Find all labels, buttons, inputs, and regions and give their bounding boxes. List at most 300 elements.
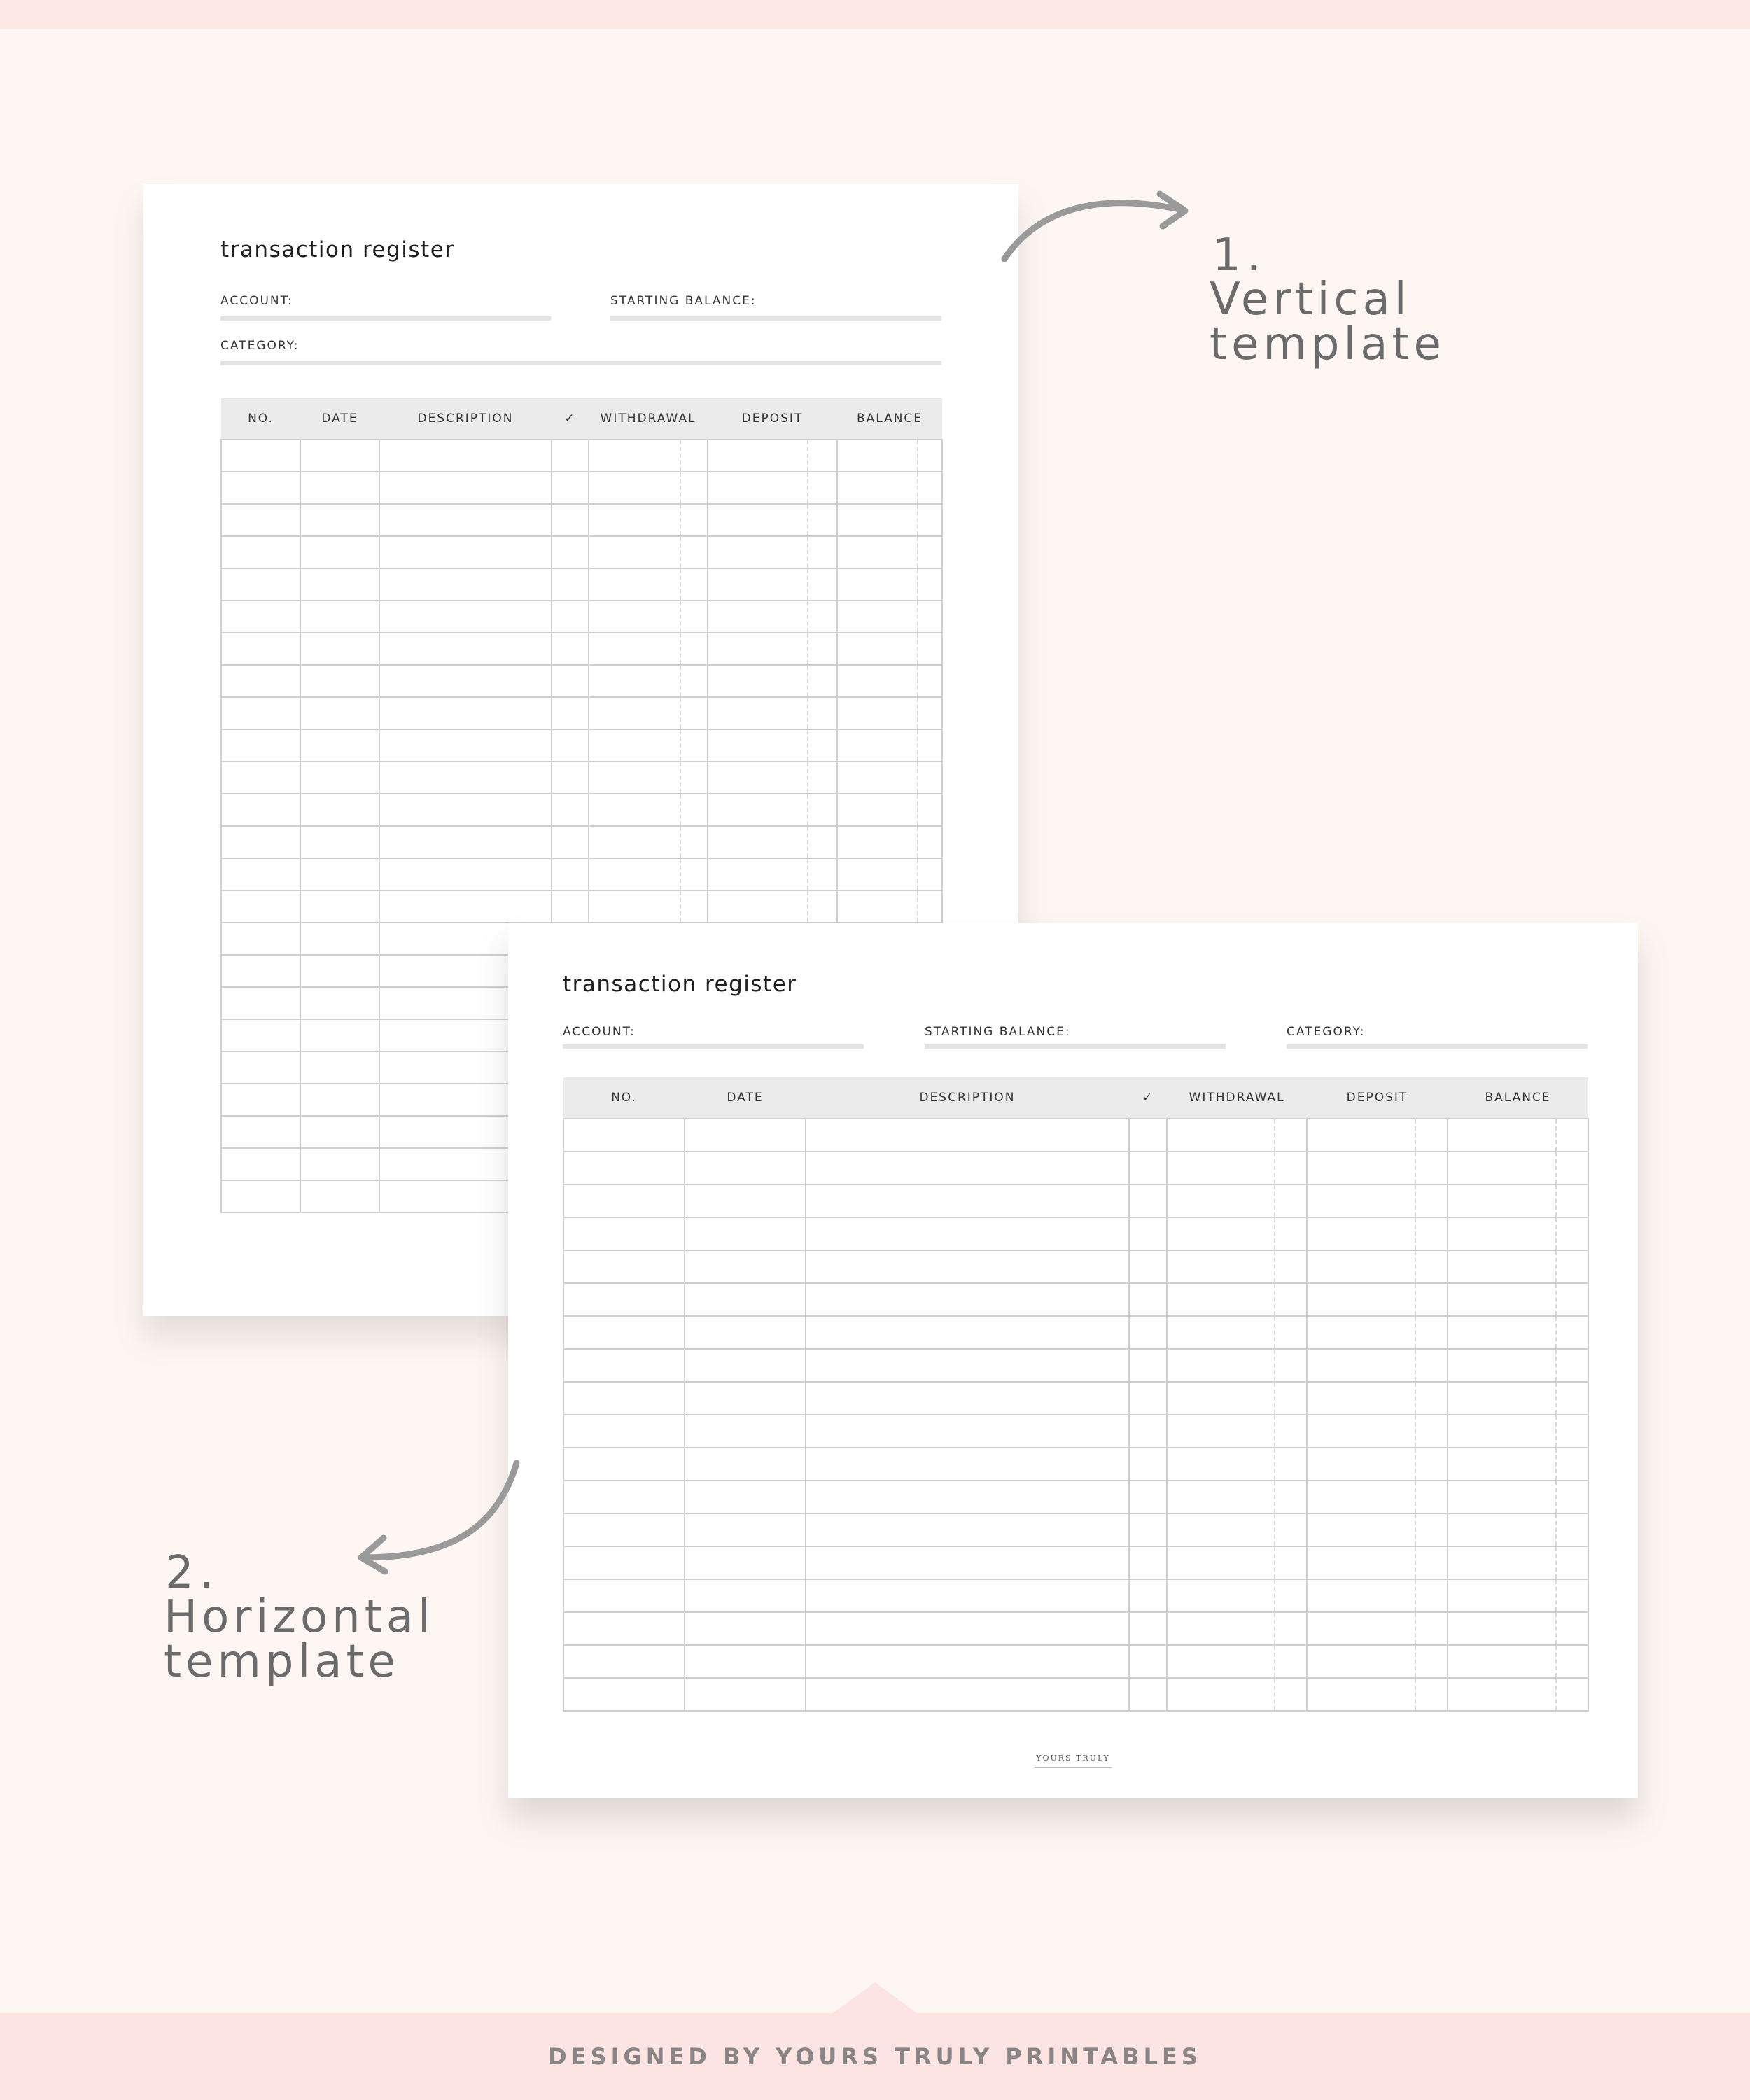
date-cell[interactable]	[300, 472, 379, 504]
balance-cell[interactable]	[837, 536, 942, 568]
description-cell[interactable]	[806, 1184, 1129, 1217]
table-row	[564, 1184, 1588, 1217]
deposit-cell[interactable]	[1307, 1645, 1448, 1678]
date-cell[interactable]	[300, 987, 379, 1019]
table-row	[221, 472, 942, 504]
balance-cell[interactable]	[837, 890, 942, 923]
no-cell[interactable]	[221, 472, 300, 504]
deposit-cell[interactable]	[708, 729, 837, 762]
withdrawal-cell[interactable]	[1167, 1612, 1307, 1645]
description-cell[interactable]	[806, 1579, 1129, 1612]
column-header-no: NO.	[221, 398, 300, 440]
withdrawal-cell[interactable]	[589, 633, 708, 665]
check-cell[interactable]	[1129, 1546, 1167, 1579]
account-line[interactable]	[563, 1044, 864, 1049]
no-cell[interactable]	[221, 1148, 300, 1180]
description-cell[interactable]	[806, 1349, 1129, 1382]
no-cell[interactable]	[564, 1579, 685, 1612]
deposit-cell[interactable]	[708, 536, 837, 568]
balance-cell[interactable]	[1448, 1250, 1588, 1283]
check-cell[interactable]	[1129, 1579, 1167, 1612]
check-cell[interactable]	[552, 472, 589, 504]
check-cell[interactable]	[552, 729, 589, 762]
date-cell[interactable]	[685, 1382, 806, 1415]
table-row	[221, 536, 942, 568]
balance-cell[interactable]	[837, 762, 942, 794]
balance-cell[interactable]	[837, 858, 942, 890]
no-cell[interactable]	[221, 1180, 300, 1212]
check-cell[interactable]	[552, 633, 589, 665]
withdrawal-cell[interactable]	[1167, 1645, 1307, 1678]
table-row	[564, 1316, 1588, 1349]
balance-cell[interactable]	[1448, 1579, 1588, 1612]
check-cell[interactable]	[1129, 1217, 1167, 1250]
description-cell[interactable]	[806, 1645, 1129, 1678]
column-header-date: DATE	[300, 398, 379, 440]
withdrawal-cell[interactable]	[1167, 1480, 1307, 1513]
table-row	[564, 1382, 1588, 1415]
date-cell[interactable]	[685, 1448, 806, 1480]
no-cell[interactable]	[221, 1019, 300, 1051]
balance-cell[interactable]	[837, 633, 942, 665]
balance-cell[interactable]	[1448, 1415, 1588, 1448]
balance-cell[interactable]	[1448, 1678, 1588, 1711]
table-row	[221, 697, 942, 729]
no-cell[interactable]	[564, 1382, 685, 1415]
deposit-cell[interactable]	[1307, 1316, 1448, 1349]
withdrawal-cell[interactable]	[589, 762, 708, 794]
withdrawal-cell[interactable]	[1167, 1316, 1307, 1349]
description-cell[interactable]	[379, 440, 552, 472]
date-cell[interactable]	[300, 1084, 379, 1116]
no-cell[interactable]	[221, 987, 300, 1019]
balance-cell[interactable]	[1448, 1184, 1588, 1217]
date-cell[interactable]	[685, 1678, 806, 1711]
starting-balance-label: STARTING BALANCE:	[925, 1025, 1071, 1039]
date-cell[interactable]	[685, 1184, 806, 1217]
table-row	[564, 1480, 1588, 1513]
footer-credit: DESIGNED BY YOURS TRULY PRINTABLES	[548, 2043, 1202, 2070]
date-cell[interactable]	[300, 440, 379, 472]
check-cell[interactable]	[552, 568, 589, 601]
balance-cell[interactable]	[837, 729, 942, 762]
withdrawal-cell[interactable]	[1167, 1283, 1307, 1316]
description-cell[interactable]	[806, 1382, 1129, 1415]
callout-label-horizontal: Horizontal template	[164, 1591, 435, 1688]
deposit-cell[interactable]	[1307, 1579, 1448, 1612]
check-cell[interactable]	[1129, 1678, 1167, 1711]
description-cell[interactable]	[379, 472, 552, 504]
check-cell[interactable]	[552, 697, 589, 729]
date-cell[interactable]	[685, 1283, 806, 1316]
withdrawal-cell[interactable]	[589, 440, 708, 472]
date-cell[interactable]	[300, 665, 379, 697]
description-cell[interactable]	[379, 568, 552, 601]
account-label: ACCOUNT:	[563, 1025, 636, 1039]
withdrawal-cell[interactable]	[1167, 1382, 1307, 1415]
callout-number-vertical: 1.	[1212, 230, 1267, 281]
description-cell[interactable]	[806, 1546, 1129, 1579]
withdrawal-cell[interactable]	[589, 472, 708, 504]
check-cell[interactable]	[1129, 1184, 1167, 1217]
date-cell[interactable]	[685, 1612, 806, 1645]
table-row	[221, 794, 942, 826]
no-cell[interactable]	[564, 1152, 685, 1184]
withdrawal-cell[interactable]	[1167, 1119, 1307, 1152]
check-cell[interactable]	[1129, 1645, 1167, 1678]
table-row	[564, 1645, 1588, 1678]
check-cell[interactable]	[1129, 1382, 1167, 1415]
withdrawal-cell[interactable]	[1167, 1349, 1307, 1382]
date-cell[interactable]	[685, 1316, 806, 1349]
date-cell[interactable]	[300, 794, 379, 826]
deposit-cell[interactable]	[1307, 1678, 1448, 1711]
date-cell[interactable]	[300, 601, 379, 633]
table-row	[221, 826, 942, 858]
date-cell[interactable]	[300, 762, 379, 794]
table-row	[564, 1579, 1588, 1612]
no-cell[interactable]	[221, 923, 300, 955]
deposit-cell[interactable]	[1307, 1480, 1448, 1513]
top-band	[0, 0, 1750, 29]
balance-cell[interactable]	[1448, 1217, 1588, 1250]
column-header-no: NO.	[564, 1077, 685, 1119]
date-cell[interactable]	[300, 568, 379, 601]
brand-name: YOURS TRULY	[1036, 1754, 1110, 1763]
description-cell[interactable]	[806, 1250, 1129, 1283]
column-header-deposit: DEPOSIT	[1307, 1077, 1448, 1119]
description-cell[interactable]	[379, 762, 552, 794]
deposit-cell[interactable]	[1307, 1184, 1448, 1217]
deposit-cell[interactable]	[1307, 1119, 1448, 1152]
balance-cell[interactable]	[837, 440, 942, 472]
no-cell[interactable]	[221, 504, 300, 536]
column-header-check: ✓	[1129, 1077, 1167, 1119]
deposit-cell[interactable]	[708, 794, 837, 826]
deposit-cell[interactable]	[708, 826, 837, 858]
description-cell[interactable]	[379, 794, 552, 826]
deposit-cell[interactable]	[1307, 1415, 1448, 1448]
withdrawal-cell[interactable]	[589, 568, 708, 601]
withdrawal-cell[interactable]	[1167, 1513, 1307, 1546]
check-cell[interactable]	[1129, 1415, 1167, 1448]
date-cell[interactable]	[685, 1513, 806, 1546]
withdrawal-cell[interactable]	[589, 601, 708, 633]
deposit-cell[interactable]	[1307, 1152, 1448, 1184]
check-cell[interactable]	[552, 762, 589, 794]
table-row	[221, 601, 942, 633]
description-cell[interactable]	[806, 1480, 1129, 1513]
starting-balance-label: STARTING BALANCE:	[610, 294, 757, 308]
table-row	[564, 1678, 1588, 1711]
no-cell[interactable]	[564, 1250, 685, 1283]
description-cell[interactable]	[379, 729, 552, 762]
deposit-cell[interactable]	[1307, 1349, 1448, 1382]
date-cell[interactable]	[300, 729, 379, 762]
date-cell[interactable]	[685, 1217, 806, 1250]
check-cell[interactable]	[1129, 1283, 1167, 1316]
no-cell[interactable]	[221, 955, 300, 987]
check-cell[interactable]	[552, 536, 589, 568]
withdrawal-cell[interactable]	[589, 890, 708, 923]
table-row	[221, 633, 942, 665]
balance-cell[interactable]	[837, 568, 942, 601]
check-cell[interactable]	[1129, 1152, 1167, 1184]
balance-cell[interactable]	[837, 826, 942, 858]
no-cell[interactable]	[221, 697, 300, 729]
curved-arrow-icon	[997, 186, 1200, 270]
column-header-check: ✓	[552, 398, 589, 440]
description-cell[interactable]	[379, 697, 552, 729]
date-cell[interactable]	[300, 890, 379, 923]
date-cell[interactable]	[300, 923, 379, 955]
curved-arrow-icon	[350, 1460, 525, 1578]
date-cell[interactable]	[685, 1645, 806, 1678]
balance-cell[interactable]	[837, 504, 942, 536]
description-cell[interactable]	[806, 1119, 1129, 1152]
no-cell[interactable]	[221, 762, 300, 794]
no-cell[interactable]	[221, 890, 300, 923]
description-cell[interactable]	[806, 1513, 1129, 1546]
description-cell[interactable]	[806, 1283, 1129, 1316]
no-cell[interactable]	[221, 729, 300, 762]
deposit-cell[interactable]	[1307, 1250, 1448, 1283]
table-row	[564, 1349, 1588, 1382]
deposit-cell[interactable]	[1307, 1283, 1448, 1316]
starting-balance-line[interactable]	[610, 316, 941, 321]
no-cell[interactable]	[564, 1184, 685, 1217]
balance-cell[interactable]	[837, 697, 942, 729]
description-cell[interactable]	[379, 890, 552, 923]
check-cell[interactable]	[1129, 1513, 1167, 1546]
withdrawal-cell[interactable]	[1167, 1579, 1307, 1612]
no-cell[interactable]	[564, 1448, 685, 1480]
starting-balance-line[interactable]	[925, 1044, 1226, 1049]
check-cell[interactable]	[552, 826, 589, 858]
balance-cell[interactable]	[1448, 1448, 1588, 1480]
no-cell[interactable]	[221, 1084, 300, 1116]
withdrawal-cell[interactable]	[1167, 1448, 1307, 1480]
table-row	[221, 440, 942, 472]
check-cell[interactable]	[552, 440, 589, 472]
no-cell[interactable]	[564, 1316, 685, 1349]
deposit-cell[interactable]	[1307, 1217, 1448, 1250]
no-cell[interactable]	[564, 1546, 685, 1579]
no-cell[interactable]	[221, 568, 300, 601]
column-header-date: DATE	[685, 1077, 806, 1119]
description-cell[interactable]	[379, 826, 552, 858]
deposit-cell[interactable]	[708, 504, 837, 536]
no-cell[interactable]	[564, 1678, 685, 1711]
date-cell[interactable]	[300, 697, 379, 729]
deposit-cell[interactable]	[708, 440, 837, 472]
withdrawal-cell[interactable]	[1167, 1152, 1307, 1184]
withdrawal-cell[interactable]	[589, 536, 708, 568]
description-cell[interactable]	[379, 601, 552, 633]
no-cell[interactable]	[221, 601, 300, 633]
balance-cell[interactable]	[1448, 1119, 1588, 1152]
date-cell[interactable]	[300, 1019, 379, 1051]
check-cell[interactable]	[552, 665, 589, 697]
deposit-cell[interactable]	[708, 890, 837, 923]
account-line[interactable]	[220, 316, 551, 321]
category-line[interactable]	[1287, 1044, 1588, 1049]
check-cell[interactable]	[552, 890, 589, 923]
no-cell[interactable]	[221, 1051, 300, 1084]
deposit-cell[interactable]	[708, 858, 837, 890]
withdrawal-cell[interactable]	[1167, 1415, 1307, 1448]
no-cell[interactable]	[564, 1645, 685, 1678]
description-cell[interactable]	[806, 1448, 1129, 1480]
balance-cell[interactable]	[1448, 1316, 1588, 1349]
deposit-cell[interactable]	[1307, 1612, 1448, 1645]
description-cell[interactable]	[806, 1152, 1129, 1184]
no-cell[interactable]	[564, 1349, 685, 1382]
balance-cell[interactable]	[1448, 1382, 1588, 1415]
table-row	[221, 504, 942, 536]
withdrawal-cell[interactable]	[1167, 1250, 1307, 1283]
date-cell[interactable]	[300, 536, 379, 568]
date-cell[interactable]	[300, 1180, 379, 1212]
category-line[interactable]	[220, 361, 941, 365]
check-cell[interactable]	[552, 794, 589, 826]
no-cell[interactable]	[221, 536, 300, 568]
description-cell[interactable]	[806, 1217, 1129, 1250]
callout-label-vertical: Vertical template	[1210, 274, 1446, 370]
no-cell[interactable]	[564, 1480, 685, 1513]
balance-cell[interactable]	[1448, 1480, 1588, 1513]
table-row	[564, 1250, 1588, 1283]
description-cell[interactable]	[379, 536, 552, 568]
balance-cell[interactable]	[1448, 1645, 1588, 1678]
date-cell[interactable]	[300, 633, 379, 665]
horizontal-template-sheet	[508, 923, 1638, 1798]
description-cell[interactable]	[379, 633, 552, 665]
no-cell[interactable]	[221, 826, 300, 858]
no-cell[interactable]	[564, 1217, 685, 1250]
withdrawal-cell[interactable]	[1167, 1184, 1307, 1217]
balance-cell[interactable]	[837, 601, 942, 633]
withdrawal-cell[interactable]	[589, 665, 708, 697]
date-cell[interactable]	[685, 1579, 806, 1612]
date-cell[interactable]	[300, 1051, 379, 1084]
table-row	[564, 1217, 1588, 1250]
date-cell[interactable]	[300, 1116, 379, 1148]
description-cell[interactable]	[379, 665, 552, 697]
balance-cell[interactable]	[1448, 1612, 1588, 1645]
withdrawal-cell[interactable]	[1167, 1546, 1307, 1579]
balance-cell[interactable]	[837, 665, 942, 697]
date-cell[interactable]	[300, 955, 379, 987]
no-cell[interactable]	[564, 1513, 685, 1546]
deposit-cell[interactable]	[1307, 1513, 1448, 1546]
check-cell[interactable]	[552, 504, 589, 536]
deposit-cell[interactable]	[1307, 1546, 1448, 1579]
table-row	[564, 1119, 1588, 1152]
no-cell[interactable]	[221, 794, 300, 826]
no-cell[interactable]	[564, 1612, 685, 1645]
deposit-cell[interactable]	[708, 633, 837, 665]
register-table	[563, 1077, 1589, 1712]
deposit-cell[interactable]	[708, 601, 837, 633]
date-cell[interactable]	[685, 1546, 806, 1579]
no-cell[interactable]	[221, 858, 300, 890]
withdrawal-cell[interactable]	[589, 858, 708, 890]
no-cell[interactable]	[221, 665, 300, 697]
table-row	[564, 1612, 1588, 1645]
balance-cell[interactable]	[1448, 1546, 1588, 1579]
no-cell[interactable]	[221, 440, 300, 472]
check-cell[interactable]	[1129, 1448, 1167, 1480]
withdrawal-cell[interactable]	[589, 697, 708, 729]
no-cell[interactable]	[221, 1116, 300, 1148]
date-cell[interactable]	[685, 1349, 806, 1382]
check-cell[interactable]	[1129, 1250, 1167, 1283]
check-cell[interactable]	[1129, 1480, 1167, 1513]
date-cell[interactable]	[685, 1152, 806, 1184]
withdrawal-cell[interactable]	[589, 504, 708, 536]
date-cell[interactable]	[685, 1480, 806, 1513]
deposit-cell[interactable]	[708, 762, 837, 794]
no-cell[interactable]	[564, 1415, 685, 1448]
date-cell[interactable]	[300, 858, 379, 890]
no-cell[interactable]	[221, 633, 300, 665]
deposit-cell[interactable]	[1307, 1382, 1448, 1415]
balance-cell[interactable]	[1448, 1152, 1588, 1184]
date-cell[interactable]	[685, 1119, 806, 1152]
balance-cell[interactable]	[837, 472, 942, 504]
check-cell[interactable]	[1129, 1349, 1167, 1382]
column-header-withdrawal: WITHDRAWAL	[589, 398, 708, 440]
check-cell[interactable]	[1129, 1612, 1167, 1645]
no-cell[interactable]	[564, 1283, 685, 1316]
balance-cell[interactable]	[1448, 1513, 1588, 1546]
balance-cell[interactable]	[837, 794, 942, 826]
deposit-cell[interactable]	[708, 568, 837, 601]
date-cell[interactable]	[300, 504, 379, 536]
date-cell[interactable]	[300, 826, 379, 858]
brand-underline	[1035, 1767, 1112, 1768]
check-cell[interactable]	[552, 858, 589, 890]
description-cell[interactable]	[806, 1678, 1129, 1711]
check-cell[interactable]	[1129, 1119, 1167, 1152]
withdrawal-cell[interactable]	[589, 729, 708, 762]
date-cell[interactable]	[685, 1250, 806, 1283]
description-cell[interactable]	[379, 858, 552, 890]
withdrawal-cell[interactable]	[1167, 1678, 1307, 1711]
deposit-cell[interactable]	[708, 697, 837, 729]
withdrawal-cell[interactable]	[589, 826, 708, 858]
sheet-title: transaction register	[220, 237, 455, 262]
no-cell[interactable]	[564, 1119, 685, 1152]
check-cell[interactable]	[552, 601, 589, 633]
description-cell[interactable]	[379, 504, 552, 536]
withdrawal-cell[interactable]	[1167, 1217, 1307, 1250]
description-cell[interactable]	[806, 1612, 1129, 1645]
deposit-cell[interactable]	[708, 665, 837, 697]
table-row	[221, 665, 942, 697]
withdrawal-cell[interactable]	[589, 794, 708, 826]
balance-cell[interactable]	[1448, 1349, 1588, 1382]
balance-cell[interactable]	[1448, 1283, 1588, 1316]
description-cell[interactable]	[806, 1415, 1129, 1448]
deposit-cell[interactable]	[1307, 1448, 1448, 1480]
check-cell[interactable]	[1129, 1316, 1167, 1349]
date-cell[interactable]	[685, 1415, 806, 1448]
deposit-cell[interactable]	[708, 472, 837, 504]
date-cell[interactable]	[300, 1148, 379, 1180]
description-cell[interactable]	[806, 1316, 1129, 1349]
